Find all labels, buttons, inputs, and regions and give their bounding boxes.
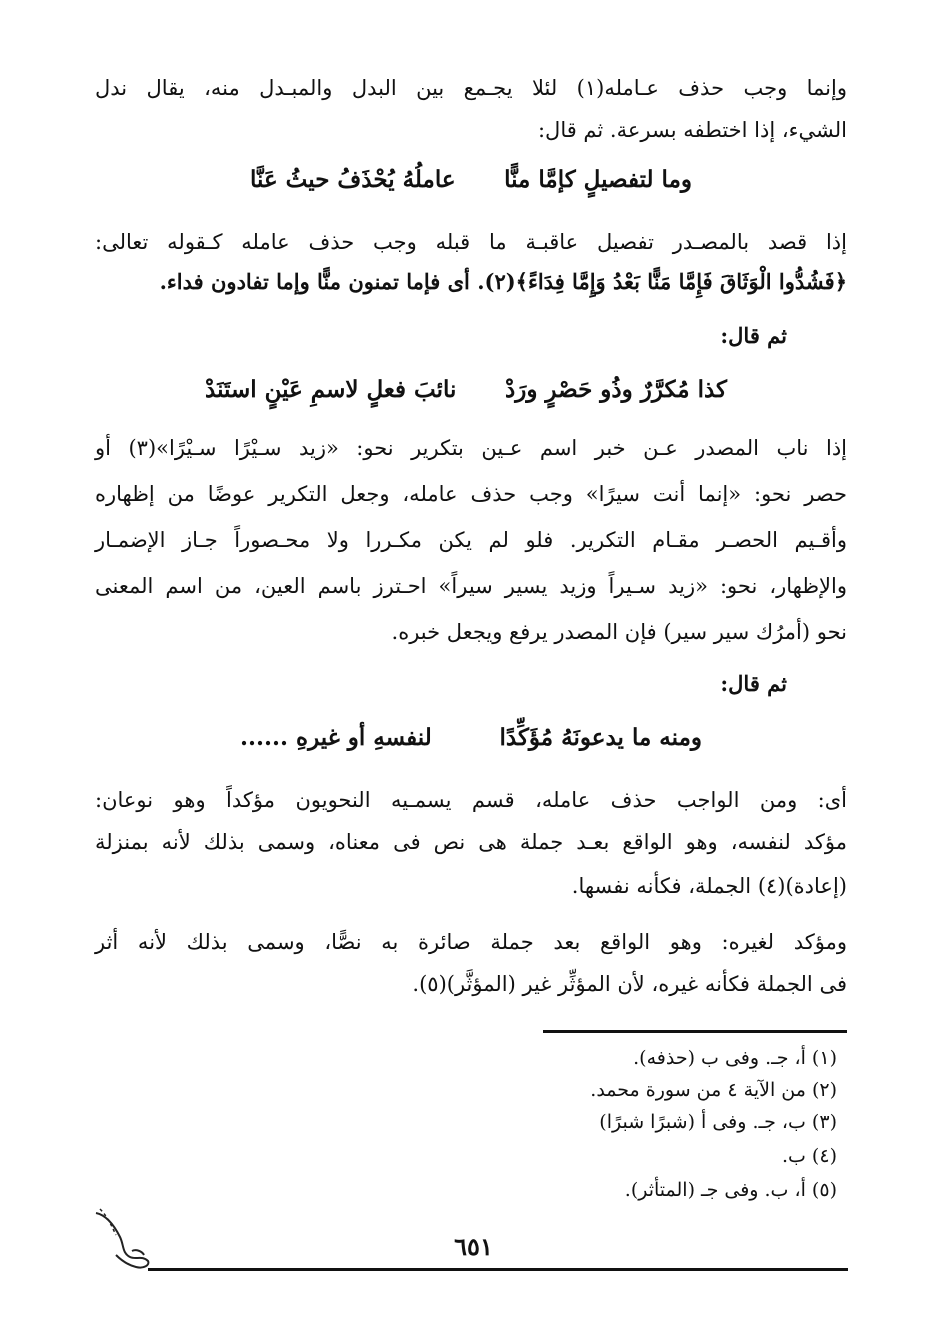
text-line-10: أى: ومن الواجب حذف عامله، قسم يسمـيه النحويون مؤكداً وهو نوعان:: [95, 788, 847, 812]
footnote-5: (٥) أ، ب. وفى جـ (المتأثر).: [624, 1179, 837, 1201]
text-line-14: فى الجملة فكأنه غيره، لأن المؤثِّر غير (المؤثَّر)(٥).: [412, 972, 847, 996]
verse-3-second-hemistich: لنفسهِ أو غيرهِ ......: [240, 724, 432, 751]
text-line-13: ومؤكد لغيره: وهو الواقع بعد جملة صائرة به نصًّا، وسمى بذلك لأنه أثر: [95, 930, 847, 954]
text-line-7: وأقـيم الحصـر مقـام التكرير. فلو لم يكن مكـررا ولا محـصوراً جـاز الإضمـار: [95, 528, 847, 552]
text-line-4: ﴿فَشُدُّوا الْوَثَاقَ فَإِمَّا مَنًّا بَعْدُ وَإِمَّا فِدَاءً﴾(٢). أى فإما تمنون منًّا وإما تفادون فداء.: [159, 269, 847, 294]
page-number: ٦٥١: [454, 1232, 493, 1261]
footnote-1: (١) أ، جـ. وفى ب (حذفه).: [633, 1047, 837, 1069]
text-line-11: مؤكد لنفسه، وهو الواقع بعـد جملة هى نص فى معناه، وسمى بذلك لأنه بمنزلة: [95, 830, 847, 854]
footnote-2: (٢) من الآية ٤ من سورة محمد.: [590, 1079, 837, 1101]
footnote-separator: [543, 1030, 847, 1033]
text-line-5: إذا ناب المصدر عـن خبر اسم عـين بتكرير نحو: «زيد سـيْرًا سـيْرًا»(٣) أو: [95, 436, 848, 460]
footnote-3: (٣) ب، جـ. وفى أ (شبرًا شبرًا): [599, 1111, 837, 1133]
text-line-1: وإنما وجب حذف عـامله(١) لئلا يجـمع بين البدل والمبـدل منه، يقال ندل: [95, 76, 848, 100]
bottom-rule: [148, 1268, 848, 1271]
text-line-8: والإظهار، نحو: «زيد سـيراً وزيد يسير سيراً» احـترز باسم العين، من اسم المعنى: [95, 574, 847, 598]
text-line-12: (إعادة)(٤) الجملة، فكأنه نفسها.: [571, 874, 847, 898]
text-line-2: الشيء، إذا اختطفه بسرعة. ثم قال:: [537, 118, 847, 142]
section-heading-1: ثم قال:: [720, 323, 787, 348]
verse-2-second-hemistich: نائبَ فعلٍ لاسمِ عَيْنٍ استَنَدْ: [205, 376, 457, 403]
text-line-3: إذا قصد بالمصـدر تفصيل عاقبـة ما قبله وجب حذف عامله كـقوله تعالى:: [95, 230, 847, 254]
text-line-9: نحو (أمرُك سير سير) فإن المصدر يرفع ويجعل خبره.: [391, 620, 847, 644]
footnote-4: (٤) ب.: [781, 1145, 837, 1167]
verse-1-first-hemistich: وما لتفصيلٍ كإمَّا منًّا: [504, 166, 692, 193]
text-line-6: حصر نحو: «إنما أنت سيرًا» وجب حذف عامله، وجعل التكرير عوضًا من إظهاره: [95, 482, 847, 506]
verse-1-second-hemistich: عاملُهُ يُحْذَفُ حيثُ عَنَّا: [250, 166, 456, 193]
verse-2-first-hemistich: كذا مُكرَّرٌ وذُو حَصْرٍ ورَدْ: [504, 376, 727, 403]
section-heading-2: ثم قال:: [720, 671, 787, 696]
verse-3-first-hemistich: ومنه ما يدعونَهُ مُؤَكِّدًا: [499, 724, 702, 751]
